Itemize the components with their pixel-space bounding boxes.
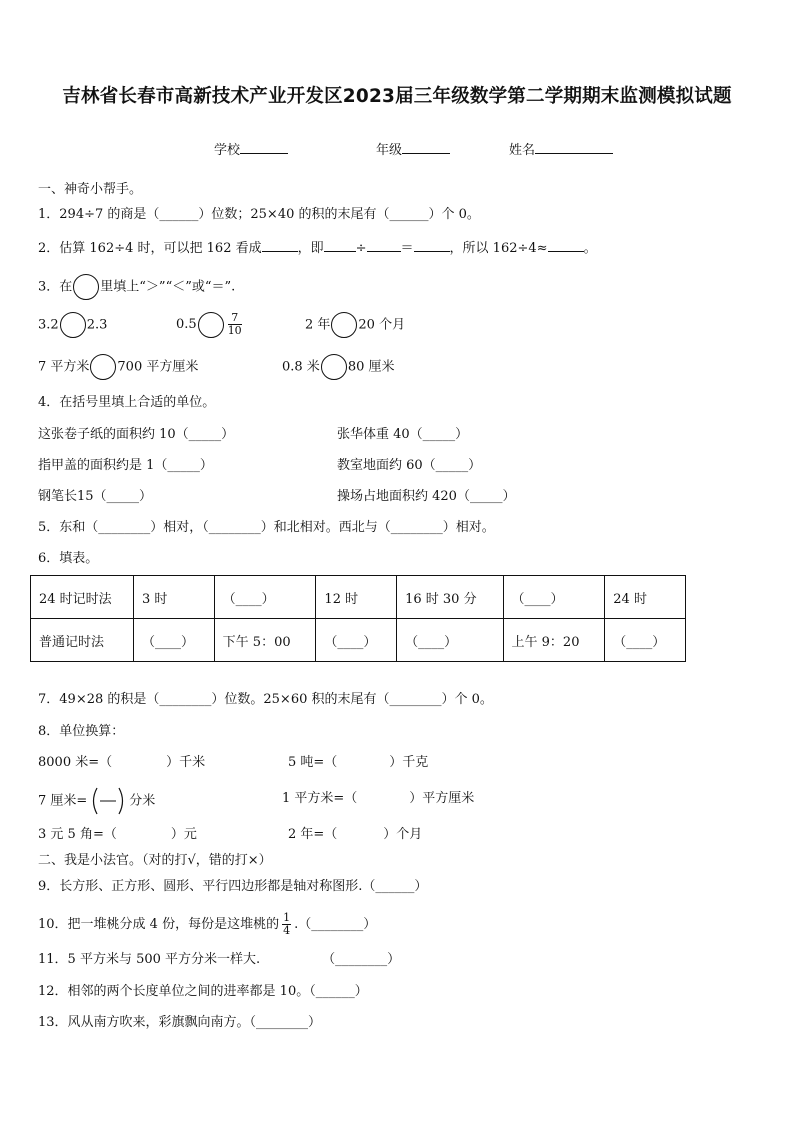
conversion-f [288,826,422,844]
q2-text-d: ＝ [400,241,414,256]
name-blank[interactable] [535,140,613,154]
question-1: 1．294÷7 的商是（______）位数；25×40 的积的末尾有（______）个 0。 [38,207,480,222]
question-8: 8．单位换算： [38,724,125,739]
table-cell: 24 时 [605,576,686,619]
compare-5-circle[interactable] [321,354,347,380]
table-row [31,619,686,662]
q2-blank-2[interactable] [324,238,356,252]
section-2-heading: 二、我是小法官。（对的打√，错的打×） [38,853,272,868]
q10-text-b: .（________） [294,917,377,932]
conversion-a-left: 8000 米=（ [38,755,113,770]
grade-blank[interactable] [402,140,450,154]
fraction-1-4 [282,912,291,937]
q4-item-c: 指甲盖的面积约是 1（_____） [38,458,213,473]
compare-4-right: 700 平方厘米 [117,359,199,375]
compare-4-circle[interactable] [90,354,116,380]
section-1-heading: 一、神奇小帮手。 [38,182,143,197]
table-cell: 3 时 [134,576,215,619]
school-blank[interactable] [240,140,288,154]
compare-1-right: 2.3 [86,317,108,333]
compare-3-circle[interactable] [331,312,357,338]
conversion-c-left: 7 厘米= [38,793,88,809]
conversion-d-left: 1 平方米=（ [282,791,358,806]
table-cell: 16 时 30 分 [397,576,503,619]
q2-blank-4[interactable] [414,238,450,252]
grade-label: 年级 [376,143,403,158]
compare-1-circle[interactable] [60,312,86,338]
conversion-d [282,790,474,808]
school-label: 学校 [214,143,241,158]
conversion-a-right: ）千米 [166,755,206,770]
q4-item-f: 操场占地面积约 420（_____） [337,489,516,504]
table-cell[interactable]: （____） [605,619,686,662]
fraction-numerator: 1 [283,911,291,924]
question-10 [38,910,376,940]
q2-blank-1[interactable] [262,238,298,252]
question-7: 7．49×28 的积是（________）位数。25×60 积的末尾有（________）个 0。 [38,692,493,707]
table-cell: 下午 5：00 [214,619,316,662]
conversion-e [38,826,197,844]
table-cell: 上午 9：20 [503,619,605,662]
compare-1-left: 3.2 [38,317,59,333]
name-field[interactable] [509,140,613,160]
page-title: 吉林省长春市高新技术产业开发区2023届三年级数学第二学期期末监测模拟试题 [62,86,732,107]
fraction-paren-icon[interactable] [89,786,127,816]
question-11 [38,951,400,969]
conversion-e-left: 3 元 5 角=（ [38,827,117,842]
q3-text-b: 里填上“＞”“＜”或“＝”. [100,279,236,295]
conversion-c [38,786,155,816]
table-row [31,576,686,619]
conversion-a [38,754,205,772]
compare-3-right: 20 个月 [358,317,406,333]
q2-text-a: 估算 162÷4 时，可以把 162 看成 [59,241,262,256]
fraction-denominator: 10 [227,324,242,337]
conversion-d-right: ）平方厘米 [409,791,475,806]
conversion-c-right: 分米 [129,793,156,809]
q11-text-a: 11．5 平方米与 500 平方分米一样大. [38,952,261,967]
q4-item-b: 张华体重 40（_____） [337,427,469,442]
question-13: 13．风从南方吹来，彩旗飘向南方。（________） [38,1015,322,1030]
q2-text-e: ，所以 162÷4≈ [449,241,548,256]
q2-blank-3[interactable] [367,238,401,252]
fraction-7-10 [228,312,242,337]
q4-item-d: 教室地面约 60（_____） [337,458,482,473]
conversion-b-right: ）千克 [389,755,429,770]
compare-2 [176,310,245,340]
question-5: 5．东和（________）相对，（________）和北相对。西北与（________）相对。 [38,520,495,535]
table-cell: 普通记时法 [31,619,134,662]
compare-2-left: 0.5 [176,317,197,332]
conversion-b-left: 5 吨=（ [288,755,338,770]
compare-circle-icon [73,274,99,300]
school-field[interactable] [214,140,288,160]
table-cell: 12 时 [316,576,397,619]
q2-text-f: 。 [583,241,597,256]
q2-blank-5[interactable] [548,238,584,252]
conversion-f-right: ）个月 [383,827,423,842]
question-12: 12．相邻的两个长度单位之间的进率都是 10。（______） [38,984,368,999]
q2-text-b: ，即 [297,241,324,256]
q4-item-e: 钢笔长15（_____） [38,489,153,504]
question-4: 4．在括号里填上合适的单位。 [38,395,216,410]
conversion-f-left: 2 年=（ [288,827,338,842]
fraction-numerator: 7 [228,312,242,325]
compare-3-left: 2 年 [305,317,331,333]
time-table [30,575,686,662]
fraction-denominator: 4 [283,924,291,937]
q11-text-b: （________） [322,952,401,967]
compare-5-right: 80 厘米 [347,359,395,375]
name-label: 姓名 [509,143,536,158]
table-cell[interactable]: （____） [397,619,503,662]
compare-1 [38,312,107,339]
q4-item-a: 这张卷子纸的面积约 10（_____） [38,427,235,442]
table-cell[interactable]: （____） [316,619,397,662]
table-cell: 24 时记时法 [31,576,134,619]
compare-4 [38,354,198,381]
q10-text-a: 10．把一堆桃分成 4 份，每份是这堆桃的 [38,917,280,932]
q3-text-a: 3．在 [38,279,73,295]
table-cell[interactable]: （____） [134,619,215,662]
compare-4-left: 7 平方米 [38,359,90,375]
question-3 [38,274,235,301]
conversion-b [288,754,428,772]
compare-2-circle[interactable] [198,312,224,338]
question-2 [38,238,597,258]
compare-3 [305,312,405,339]
compare-5-left: 0.8 米 [282,359,320,375]
q2-text-c: ÷ [355,241,367,256]
question-9: 9．长方形、正方形、圆形、平行四边形都是轴对称图形.（______） [38,879,428,894]
conversion-e-right: ）元 [170,827,197,842]
compare-5 [282,354,395,381]
table-cell[interactable]: （____） [214,576,316,619]
grade-field[interactable] [376,140,450,160]
question-6: 6．填表。 [38,551,99,566]
table-cell[interactable]: （____） [503,576,605,619]
q2-number: 2． [38,241,60,256]
